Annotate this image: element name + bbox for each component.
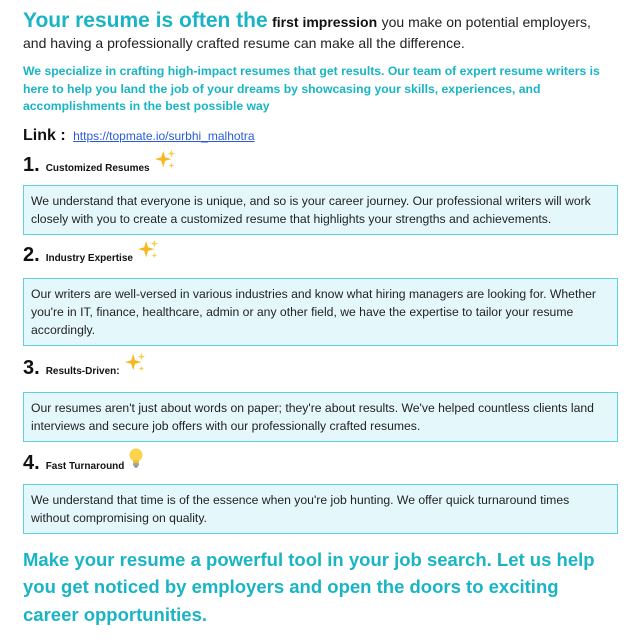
tagline: We specialize in crafting high-impact resumes that get results. Our team of expert resume writers is here to help you land the job of your dreams by showcasing your skills, experiences, and accomplishments in the best possible way bbox=[23, 64, 600, 113]
sparkles-icon bbox=[154, 149, 176, 176]
section-number: 3. bbox=[23, 357, 40, 379]
link-label: Link : bbox=[23, 126, 66, 144]
section-heading bbox=[23, 451, 618, 477]
sparkles-icon bbox=[137, 239, 159, 266]
section-heading bbox=[23, 243, 618, 269]
section-body-box: Our writers are well-versed in various industries and know what hiring managers are looking for. Whether you're in IT, finance, healthcare, admin or any other field, we have the expertise to tailor your resume accordingly. bbox=[23, 278, 618, 346]
intro-headline: Your resume is often the bbox=[23, 9, 268, 32]
section-title: Results-Driven: bbox=[45, 366, 120, 377]
sparkles-icon bbox=[124, 352, 146, 379]
section-customized-resumes bbox=[23, 153, 618, 235]
section-title: Customized Resumes bbox=[45, 163, 150, 174]
section-number: 2. bbox=[23, 244, 40, 266]
section-number: 1. bbox=[23, 154, 40, 176]
link-row bbox=[23, 127, 618, 145]
intro-paragraph bbox=[23, 10, 618, 54]
intro-text: you make on potential employers, and having a professionally crafted resume can make all the difference. bbox=[23, 14, 591, 51]
section-title: Fast Turnaround bbox=[45, 461, 125, 472]
topmate-link[interactable]: https://topmate.io/surbhi_malhotra bbox=[73, 128, 255, 143]
intro-emphasis: first impression bbox=[272, 14, 378, 30]
section-number: 4. bbox=[23, 452, 40, 474]
section-heading bbox=[23, 153, 618, 179]
section-body-box: We understand that everyone is unique, and so is your career journey. Our professional writers will work closely with you to create a customized resume that highlights your strengths and achievements. bbox=[23, 185, 618, 235]
section-body-box: Our resumes aren't just about words on paper; they're about results. We've helped countless clients land interviews and secure job offers with our professionally crafted resumes. bbox=[23, 392, 618, 442]
section-body-box: We understand that time is of the essence when you're job hunting. We offer quick turnaround times without compromising on quality. bbox=[23, 484, 618, 534]
section-fast-turnaround bbox=[23, 451, 618, 534]
closing-statement: Make your resume a powerful tool in your job search. Let us help you get noticed by employers and open the doors to exciting career opportunities. bbox=[23, 548, 595, 625]
section-heading bbox=[23, 356, 618, 382]
section-industry-expertise bbox=[23, 243, 618, 346]
section-title: Industry Expertise bbox=[45, 253, 133, 264]
section-results-driven bbox=[23, 356, 618, 442]
lightbulb-icon bbox=[128, 448, 144, 473]
